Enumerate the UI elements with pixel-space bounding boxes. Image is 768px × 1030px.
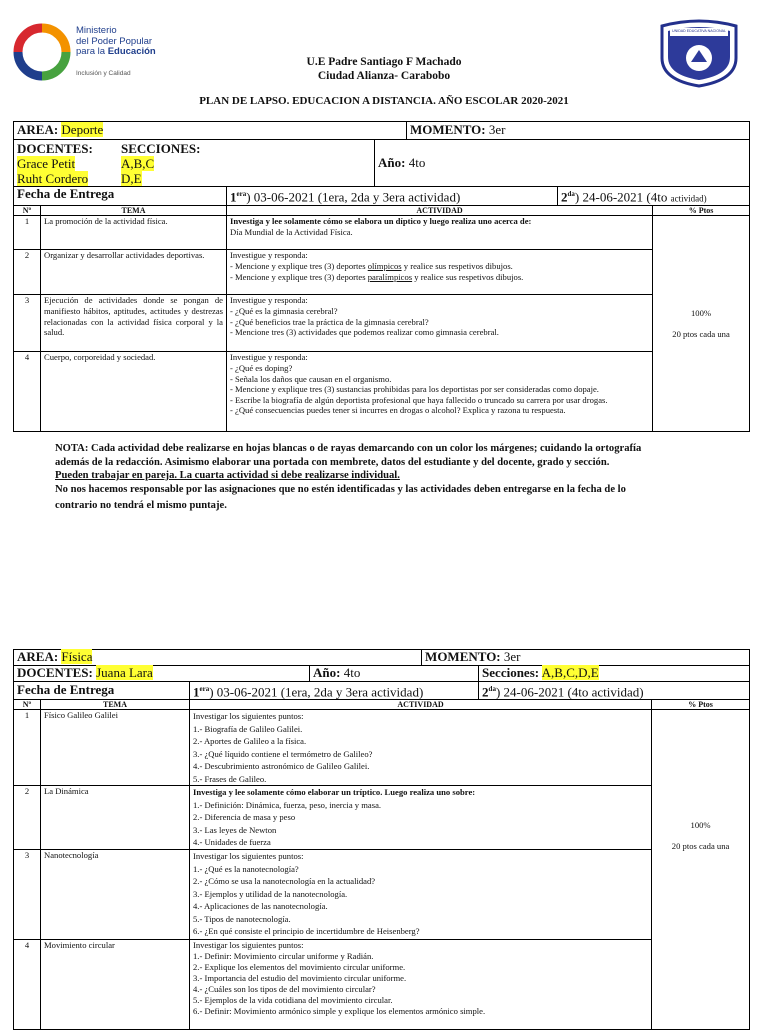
second-delivery-date: $2^{da}$) 24-06-2021 (4to actividad) bbox=[479, 682, 750, 700]
anio-value: 4to bbox=[343, 665, 361, 680]
row-tema: Físico Galileo Galilei bbox=[41, 710, 190, 786]
area-cell: AREA: Física bbox=[14, 650, 422, 666]
anio-cell: Año: 4to bbox=[310, 666, 479, 682]
second-delivery-date: $2^{da}$) 24-06-2021 (4to actividad) bbox=[558, 187, 750, 206]
col-header-ptos: % Ptos bbox=[652, 700, 750, 710]
momento-cell: MOMENTO: 3er bbox=[422, 650, 750, 666]
school-city: Ciudad Alianza- Carabobo bbox=[317, 70, 451, 82]
table-row: 4 Movimiento circular Investigar los siguientes puntos: 1.- Definir: Movimiento circular uniforme y Radián. 2.- Explique los elementos del movimiento circular uniforme. 3.- Importancia del estudio del movimiento circular uniforme. 4.- ¿Cuáles son los tipos de del movimiento circular? 5.- Ejemplos de la vida cotidiana del movimiento circular. 6.- Definir: Movimiento armónico simple y explique los elementos armónico simple. bbox=[14, 940, 750, 1030]
row-tema: La Dinámica bbox=[41, 786, 190, 850]
col-header-n: Nº bbox=[14, 700, 41, 710]
row-tema: Ejecución de actividades donde se pongan de manifiesto hábitos, aptitudes, actitudes y destrezas relacionadas con la actividad física corporal y la salud. bbox=[41, 295, 227, 352]
ptos-text: 20 ptos cada una bbox=[671, 840, 730, 851]
teacher-sections: A,B,C bbox=[121, 156, 155, 171]
nota-line: NOTA: Cada actividad debe realizarse en hojas blancas o de rayas demarcando con un color los márgenes; cuidando la ortografía bbox=[55, 443, 642, 454]
area-cell: AREA: Deporte bbox=[14, 122, 407, 140]
ministry-name-line1: Ministerio bbox=[76, 25, 117, 36]
col-header-ptos: % Ptos bbox=[653, 206, 750, 216]
ptos-cell bbox=[653, 216, 750, 432]
docentes-cell: DOCENTES: Juana Lara bbox=[14, 666, 310, 682]
row-actividad: Investigue y responda: - ¿Qué es la gimnasia cerebral? - ¿Qué beneficios trae la práctica de la gimnasia cerebral? - Mencione tres (3) actividades que podemos realizar como gimnasia cerebral. bbox=[227, 295, 653, 352]
nota-line: además de la redacción. Asimismo elaborar una portada con membrete, datos del estudiante y del docente, grado y sección. bbox=[55, 456, 610, 468]
area-value: Deporte bbox=[61, 122, 104, 137]
nota-block bbox=[55, 442, 727, 513]
table-row: 1 La promoción de la actividad física. Investiga y lee solamente cómo se elabora un díptico y luego realiza uno acerca de: Día Mundial de la Actividad Física. 100% 20 ptos cada una bbox=[14, 216, 750, 250]
table-row: 3 Ejecución de actividades donde se pongan de manifiesto hábitos, aptitudes, actitudes y destrezas relacionadas con la actividad física corporal y la salud. Investigue y responda: - ¿Qué es la gimnasia cerebral? - ¿Qué beneficios trae la práctica de la gimnasia cerebral? - Mencione tres (3) actividades que podemos realizar como gimnasia cerebral. bbox=[14, 295, 750, 352]
row-actividad: Investigar los siguientes puntos: 1.- Definir: Movimiento circular uniforme y Radián. 2.- Explique los elementos del movimiento circular uniforme. 3.- Importancia del estudio del movimiento circular uniforme. 4.- ¿Cuáles son los tipos de del movimiento circular? 5.- Ejemplos de la vida cotidiana del movimiento circular. 6.- Definir: Movimiento armónico simple y explique los elementos armónico simple. bbox=[190, 940, 652, 1030]
ptos-cell bbox=[652, 710, 750, 1030]
fecha-label: Fecha de Entrega bbox=[14, 682, 190, 700]
table-row: 2 La Dinámica Investiga y lee solamente cómo elaborar un tríptico. Luego realiza uno sobre: 1.- Definición: Dinámica, fuerza, peso, inercia y masa. 2.- Diferencia de masa y peso 3.- Las leyes de Newton 4.- Unidades de fuerza bbox=[14, 786, 750, 850]
ptos-percent: 100% bbox=[690, 820, 711, 831]
row-tema: Nanotecnología bbox=[41, 850, 190, 940]
school-seal bbox=[656, 18, 742, 88]
momento-cell: MOMENTO: 3er bbox=[407, 122, 750, 140]
fisica-plan-table bbox=[13, 649, 750, 1030]
seal-text: UNIDAD EDUCATIVA NACIONAL bbox=[672, 29, 726, 33]
teacher-sections: D,E bbox=[121, 171, 142, 186]
anio-cell: Año: 4to bbox=[375, 140, 750, 187]
row-tema: Movimiento circular bbox=[41, 940, 190, 1030]
ministry-name-line3a: para la bbox=[76, 46, 108, 57]
docentes-cell: DOCENTES: SECCIONES: Grace Petit A,B,C Ruht Cordero D,E bbox=[14, 140, 375, 187]
row-tema: Cuerpo, corporeidad y sociedad. bbox=[41, 352, 227, 432]
row-actividad: Investigue y responda: - ¿Qué es doping? - Señala los daños que causan en el organismo. - Mencione y explique tres (3) sustancias prohibidas para los deportistas por ser consideradas como dopaje. - Escribe la biografía de algún deportista profesional que haya fallecido o truncado su carrera por usar drogas. - ¿Qué consecuencias puedes tener si incurres en drogas o alcohol? Explica y razona tu respuesta. bbox=[227, 352, 653, 432]
row-tema: Organizar y desarrollar actividades deportivas. bbox=[41, 250, 227, 295]
ptos-text: 20 ptos cada una bbox=[672, 328, 730, 339]
plan-title: PLAN DE LAPSO. EDUCACION A DISTANCIA. AÑO ESCOLAR 2020-2021 bbox=[199, 95, 569, 107]
ministry-tagline: Inclusión y Calidad bbox=[76, 70, 131, 77]
anio-value: 4to bbox=[408, 155, 426, 170]
col-header-tema: TEMA bbox=[41, 700, 190, 710]
ministry-name-line2: del Poder Popular bbox=[76, 35, 153, 47]
teacher-name: Ruht Cordero bbox=[17, 171, 89, 186]
table-row: 2 Organizar y desarrollar actividades deportivas. Investigue y responda: - Mencione y explique tres (3) deportes olímpicos y realice sus respetivos dibujos. - Mencione y explique tres (3) deportes paralímpicos y realice sus respetivos dibujos. bbox=[14, 250, 750, 295]
school-name: U.E Padre Santiago F Machado bbox=[306, 56, 462, 68]
first-delivery-date: $1^{era}$) 03-06-2021 (1era, 2da y 3era actividad) bbox=[227, 187, 558, 206]
ministry-logo bbox=[12, 22, 182, 84]
col-header-actividad: ACTIVIDAD bbox=[227, 206, 653, 216]
ministry-emblem-icon bbox=[12, 22, 72, 82]
row-tema: La promoción de la actividad física. bbox=[41, 216, 227, 250]
teacher-name: Grace Petit bbox=[17, 156, 76, 171]
table-row: 4 Cuerpo, corporeidad y sociedad. Investigue y responda: - ¿Qué es doping? - Señala los daños que causan en el organismo. - Mencione y explique tres (3) sustancias prohibidas para los deportistas por ser consideradas como dopaje. - Escribe la biografía de algún deportista profesional que haya fallecido o truncado su carrera por usar drogas. - ¿Qué consecuencias puedes tener si incurres en drogas o alcohol? Explica y razona tu respuesta. bbox=[14, 352, 750, 432]
ministry-name-line3b: Educación bbox=[107, 46, 156, 57]
row-actividad: Investiga y lee solamente cómo elaborar un tríptico. Luego realiza uno sobre: 1.- Definición: Dinámica, fuerza, peso, inercia y masa. 2.- Diferencia de masa y peso 3.- Las leyes de Newton 4.- Unidades de fuerza bbox=[190, 786, 652, 850]
nota-line: No nos hacemos responsable por las asignaciones que no estén identificadas y las actividades deben entregarse en la fecha de lo bbox=[55, 483, 626, 495]
row-actividad: Investigar los siguientes puntos: 1.- Biografía de Galileo Galilei. 2.- Aportes de Galileo a la física. 3.- ¿Qué líquido contiene el termómetro de Galileo? 4.- Descubrimiento astronómico de Galileo Galilei. 5.- Frases de Galileo. bbox=[190, 710, 652, 786]
teacher-name: Juana Lara bbox=[96, 665, 153, 680]
momento-value: 3er bbox=[488, 122, 506, 137]
col-header-n: Nº bbox=[14, 206, 41, 216]
momento-value: 3er bbox=[503, 649, 521, 664]
ptos-percent: 100% bbox=[691, 308, 712, 319]
area-value: Física bbox=[61, 649, 93, 664]
deporte-plan-table bbox=[13, 121, 750, 432]
secciones-value: A,B,C,D,E bbox=[541, 665, 599, 680]
row-actividad: Investiga y lee solamente cómo se elabora un díptico y luego realiza uno acerca de: Día Mundial de la Actividad Física. bbox=[227, 216, 653, 250]
nota-line: contrario no tendrá el mismo puntaje. bbox=[55, 500, 227, 511]
col-header-tema: TEMA bbox=[41, 206, 227, 216]
table-row: 3 Nanotecnología Investigar los siguientes puntos: 1.- ¿Qué es la nanotecnología? 2.- ¿Cómo se usa la nanotecnología en la actualidad? 3.- Ejemplos y utilidad de la nanotecnología. 4.- Aplicaciones de las nanotecnología. 5.- Tipos de nanotecnología. 6.- ¿En qué consiste el principio de incertidumbre de Heisenberg? bbox=[14, 850, 750, 940]
fecha-label: Fecha de Entrega bbox=[14, 187, 227, 206]
table-row: 1 Físico Galileo Galilei Investigar los siguientes puntos: 1.- Biografía de Galileo Galilei. 2.- Aportes de Galileo a la física. 3.- ¿Qué líquido contiene el termómetro de Galileo? 4.- Descubrimiento astronómico de Galileo Galilei. 5.- Frases de Galileo. 100% 20 ptos cada una bbox=[14, 710, 750, 786]
col-header-actividad: ACTIVIDAD bbox=[190, 700, 652, 710]
row-actividad: Investigue y responda: - Mencione y explique tres (3) deportes olímpicos y realice sus respetivos dibujos. - Mencione y explique tres (3) deportes paralímpicos y realice sus respetivos dibujos. bbox=[227, 250, 653, 295]
nota-line: Pueden trabajar en pareja. La cuarta actividad si debe realizarse individual. bbox=[55, 470, 400, 481]
row-actividad: Investigar los siguientes puntos: 1.- ¿Qué es la nanotecnología? 2.- ¿Cómo se usa la nanotecnología en la actualidad? 3.- Ejemplos y utilidad de la nanotecnología. 4.- Aplicaciones de las nanotecnología. 5.- Tipos de nanotecnología. 6.- ¿En qué consiste el principio de incertidumbre de Heisenberg? bbox=[190, 850, 652, 940]
first-delivery-date: $1^{era}$) 03-06-2021 (1era, 2da y 3era actividad) bbox=[190, 682, 479, 700]
secciones-cell: Secciones: A,B,C,D,E bbox=[479, 666, 750, 682]
